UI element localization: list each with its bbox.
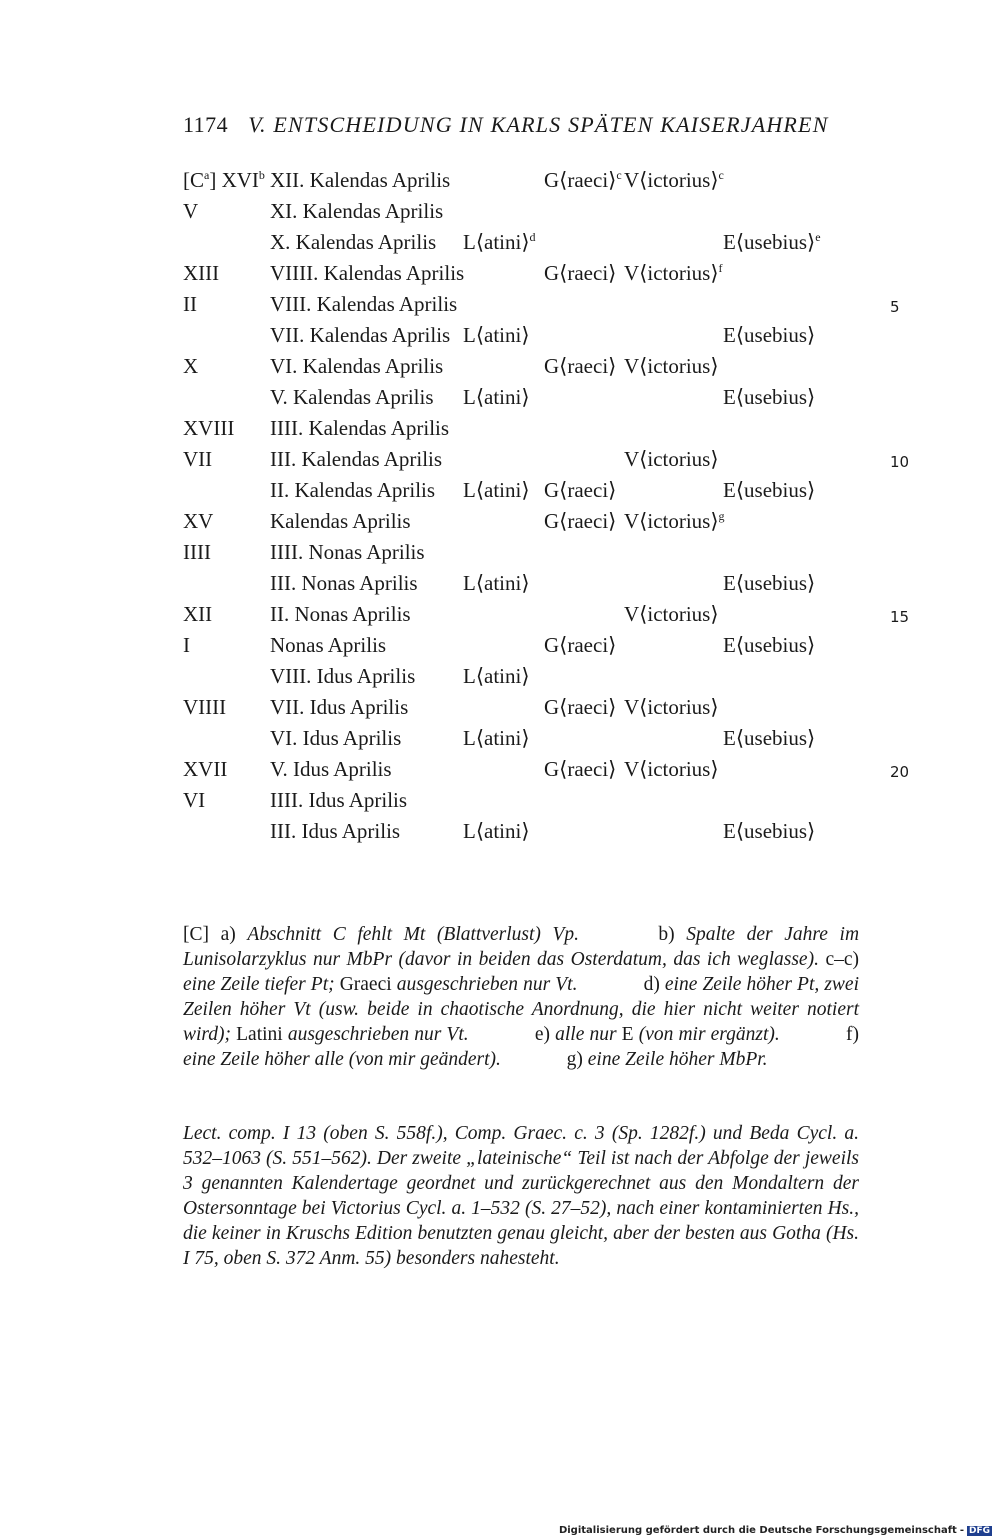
year-text: IIII <box>183 540 211 564</box>
graeci-cell <box>544 478 616 503</box>
graeci-cell <box>544 261 616 286</box>
eusebius-text: E⟨usebius⟩ <box>723 819 816 843</box>
note-e-text: alle nur <box>555 1024 617 1045</box>
victorius-cell <box>624 757 719 782</box>
note-e-label: e) <box>534 1024 551 1045</box>
year-text: [C <box>183 168 204 192</box>
date-cell <box>270 664 415 689</box>
date-cell <box>270 633 386 658</box>
date-cell <box>270 354 443 379</box>
victorius-text: V⟨ictorius⟩ <box>624 261 719 285</box>
eusebius-cell <box>723 478 815 503</box>
latini-cell <box>463 664 530 689</box>
footer-text: Digitalisierung gefördert durch die Deutsche Forschungsgemeinschaft <box>558 1525 957 1536</box>
note-a-label: [C] a) <box>183 924 236 945</box>
latini-text: L⟨atini⟩ <box>463 385 530 409</box>
victorius-cell <box>624 354 719 379</box>
graeci-text: G⟨raeci⟩ <box>544 354 617 378</box>
year-text: XVII <box>183 757 228 781</box>
eusebius-text: E⟨usebius⟩ <box>723 726 816 750</box>
graeci-text: G⟨raeci⟩ <box>544 757 617 781</box>
note-b-text: Spalte der Jahre im Lunisolarzyklus nur MbPr (davor in beiden das Osterdatum, das ich weglasse). <box>183 924 860 970</box>
date-text: II. Kalendas Aprilis <box>270 478 436 502</box>
date-cell <box>270 540 425 565</box>
date-cell <box>270 416 449 441</box>
date-text: Nonas Aprilis <box>270 633 387 657</box>
eusebius-cell <box>723 819 815 844</box>
running-title: V. ENTSCHEIDUNG IN KARLS SPÄTEN KAISERJAHREN <box>248 112 829 137</box>
latini-text: L⟨atini⟩ <box>463 478 530 502</box>
line-number: 20 <box>890 763 910 781</box>
graeci-cell <box>544 757 616 782</box>
eusebius-text: E⟨usebius⟩ <box>723 230 816 254</box>
note-c-text: eine Zeile tiefer Pt; <box>183 974 335 995</box>
eusebius-cell <box>723 230 821 255</box>
year-text: X <box>183 354 199 378</box>
date-text: III. Idus Aprilis <box>270 819 401 843</box>
note-c-text2: ausgeschrieben nur Vt. <box>396 974 578 995</box>
year-cell <box>183 602 212 627</box>
graeci-text: G⟨raeci⟩ <box>544 695 617 719</box>
date-text: VII. Idus Aprilis <box>270 695 409 719</box>
date-cell <box>270 571 418 596</box>
latini-text: L⟨atini⟩ <box>463 726 530 750</box>
date-cell <box>270 757 392 782</box>
eusebius-footnote-mark: e <box>815 230 821 244</box>
sources-paragraph: Lect. comp. I 13 (oben S. 558f.), Comp. Graec. c. 3 (Sp. 1282f.) und Beda Cycl. a. 532–1063 (S. 551–562). Der zweite „lateinische“ Teil ist nach der Abfolge der jeweils 3 genannten Kalendertage geordnet und zurückgerechnet aus den Mondaltern der Ostersonntage bei Victorius Cycl. a. 1–532 (S. 27–52), nach einer kontaminierten Hs., die keiner in Kruschs Edition benutzten genau gleicht, aber der besten aus Gotha (Hs. I 75, oben S. 372 Anm. 55) besonders nahesteht. <box>183 1123 859 1269</box>
year-text: XVIII <box>183 416 235 440</box>
latini-cell <box>463 726 530 751</box>
victorius-footnote-mark: f <box>718 261 723 275</box>
date-cell <box>270 230 436 255</box>
date-cell <box>270 788 407 813</box>
victorius-text: V⟨ictorius⟩ <box>624 695 719 719</box>
date-text: VIII. Kalendas Aprilis <box>270 292 458 316</box>
year-cell <box>183 757 227 782</box>
latini-text: L⟨atini⟩ <box>463 230 530 254</box>
date-text: VII. Kalendas Aprilis <box>270 323 451 347</box>
year-cell <box>183 509 213 534</box>
date-text: III. Nonas Aprilis <box>270 571 418 595</box>
note-d-label: d) <box>643 974 660 995</box>
year-cell <box>183 354 198 379</box>
graeci-cell <box>544 509 616 534</box>
date-text: VIII. Idus Aprilis <box>270 664 416 688</box>
date-text: VI. Idus Aprilis <box>270 726 402 750</box>
graeci-cell <box>544 354 616 379</box>
year-cell <box>183 695 226 720</box>
eusebius-text: E⟨usebius⟩ <box>723 478 816 502</box>
dfg-logo-icon: DFG <box>968 1525 990 1536</box>
eusebius-cell <box>723 385 815 410</box>
date-cell <box>270 478 435 503</box>
line-number: 10 <box>890 453 910 471</box>
graeci-text: G⟨raeci⟩ <box>544 478 617 502</box>
year-cell <box>183 540 211 565</box>
eusebius-cell <box>723 571 815 596</box>
year-cell <box>183 633 190 658</box>
eusebius-text: E⟨usebius⟩ <box>723 571 816 595</box>
date-text: X. Kalendas Aprilis <box>270 230 437 254</box>
note-a-text: Abschnitt C fehlt Mt (Blattverlust) Vp. <box>247 924 580 945</box>
graeci-cell <box>544 633 616 658</box>
note-d-text2: ausgeschrieben nur Vt. <box>287 1024 469 1045</box>
date-text: IIII. Kalendas Aprilis <box>270 416 450 440</box>
graeci-footnote-mark: c <box>616 168 622 182</box>
running-header <box>183 112 829 138</box>
date-cell <box>270 261 464 286</box>
year-cell <box>183 416 234 441</box>
victorius-cell <box>624 168 724 193</box>
latini-cell <box>463 819 530 844</box>
year-footnote-mark: b <box>258 168 265 182</box>
year-text: II <box>183 292 197 316</box>
latini-text: L⟨atini⟩ <box>463 664 530 688</box>
date-text: XI. Kalendas Aprilis <box>270 199 444 223</box>
victorius-text: V⟨ictorius⟩ <box>624 509 719 533</box>
latini-cell <box>463 478 530 503</box>
latini-cell <box>463 571 530 596</box>
note-g-label: g) <box>566 1049 583 1070</box>
graeci-text: G⟨raeci⟩ <box>544 633 617 657</box>
date-text: VIIII. Kalendas Aprilis <box>270 261 465 285</box>
date-text: III. Kalendas Aprilis <box>270 447 443 471</box>
note-b-label: b) <box>658 924 675 945</box>
year-cell <box>183 292 197 317</box>
date-text: IIII. Nonas Aprilis <box>270 540 425 564</box>
eusebius-cell <box>723 633 815 658</box>
victorius-footnote-mark: g <box>718 509 725 523</box>
victorius-cell <box>624 695 719 720</box>
year-text: VII <box>183 447 213 471</box>
latini-cell <box>463 323 530 348</box>
latini-cell <box>463 385 530 410</box>
graeci-text: G⟨raeci⟩ <box>544 261 617 285</box>
latini-text: L⟨atini⟩ <box>463 323 530 347</box>
date-cell <box>270 726 401 751</box>
victorius-cell <box>624 261 723 286</box>
victorius-text: V⟨ictorius⟩ <box>624 602 719 626</box>
note-g-text: eine Zeile höher MbPr. <box>587 1049 768 1070</box>
footer-credit: Digitalisierung gefördert durch die Deutsche Forschungsgemeinschaft - DFG <box>558 1525 990 1536</box>
victorius-cell <box>624 447 719 472</box>
year-cell <box>183 447 212 472</box>
note-c-label: c–c) <box>825 949 860 970</box>
date-text: V. Kalendas Aprilis <box>270 385 434 409</box>
graeci-cell <box>544 695 616 720</box>
year-text: V <box>183 199 199 223</box>
date-cell <box>270 385 434 410</box>
latini-text: L⟨atini⟩ <box>463 819 530 843</box>
eusebius-text: E⟨usebius⟩ <box>723 323 816 347</box>
year-cell <box>183 261 219 286</box>
graeci-text: G⟨raeci⟩ <box>544 509 617 533</box>
date-cell <box>270 509 411 534</box>
line-number: 15 <box>890 608 910 626</box>
year-text: VI <box>183 788 206 812</box>
date-text: II. Nonas Aprilis <box>270 602 411 626</box>
latini-footnote-mark: d <box>529 230 536 244</box>
date-cell <box>270 168 450 193</box>
year-text: VIIII <box>183 695 227 719</box>
latini-cell <box>463 230 536 255</box>
year-footnote-mark: a <box>204 168 210 182</box>
date-cell <box>270 292 457 317</box>
victorius-footnote-mark: c <box>718 168 724 182</box>
year-text: XV <box>183 509 214 533</box>
date-cell <box>270 695 408 720</box>
year-text-cont: ] XVI <box>209 168 259 192</box>
line-number: 5 <box>890 298 900 316</box>
year-text: XII <box>183 602 213 626</box>
eusebius-text: E⟨usebius⟩ <box>723 633 816 657</box>
year-cell <box>183 168 265 193</box>
date-cell <box>270 447 442 472</box>
victorius-cell <box>624 602 719 627</box>
note-d-text: eine Zeile höher Pt, zwei Zeilen höher Vt (usw. beide in chaotische Anordnung, die hier nicht weiter notiert wird); <box>183 974 859 1045</box>
graeci-cell <box>544 168 622 193</box>
note-f-text: eine Zeile höher alle (von mir geändert). <box>183 1049 501 1070</box>
critical-apparatus <box>183 922 859 1072</box>
note-f-label: f) <box>846 1024 860 1045</box>
victorius-text: V⟨ictorius⟩ <box>624 447 719 471</box>
latini-text: L⟨atini⟩ <box>463 571 530 595</box>
year-text: XIII <box>183 261 220 285</box>
date-cell <box>270 819 400 844</box>
date-text: IIII. Idus Aprilis <box>270 788 408 812</box>
note-e-word: E <box>621 1024 634 1045</box>
victorius-text: V⟨ictorius⟩ <box>624 168 719 192</box>
year-cell <box>183 199 198 224</box>
victorius-cell <box>624 509 725 534</box>
note-c-word: Graeci <box>339 974 392 995</box>
victorius-text: V⟨ictorius⟩ <box>624 354 719 378</box>
date-cell <box>270 323 450 348</box>
date-text: V. Idus Aprilis <box>270 757 392 781</box>
eusebius-cell <box>723 323 815 348</box>
date-cell <box>270 602 411 627</box>
date-text: Kalendas Aprilis <box>270 509 411 533</box>
page-number: 1174 <box>183 112 229 137</box>
victorius-text: V⟨ictorius⟩ <box>624 757 719 781</box>
date-text: VI. Kalendas Aprilis <box>270 354 444 378</box>
date-cell <box>270 199 443 224</box>
note-d-word: Latini <box>236 1024 283 1045</box>
eusebius-text: E⟨usebius⟩ <box>723 385 816 409</box>
date-text: XII. Kalendas Aprilis <box>270 168 451 192</box>
note-e-text2: (von mir ergänzt). <box>638 1024 780 1045</box>
year-cell <box>183 788 205 813</box>
eusebius-cell <box>723 726 815 751</box>
graeci-text: G⟨raeci⟩ <box>544 168 617 192</box>
year-text: I <box>183 633 190 657</box>
